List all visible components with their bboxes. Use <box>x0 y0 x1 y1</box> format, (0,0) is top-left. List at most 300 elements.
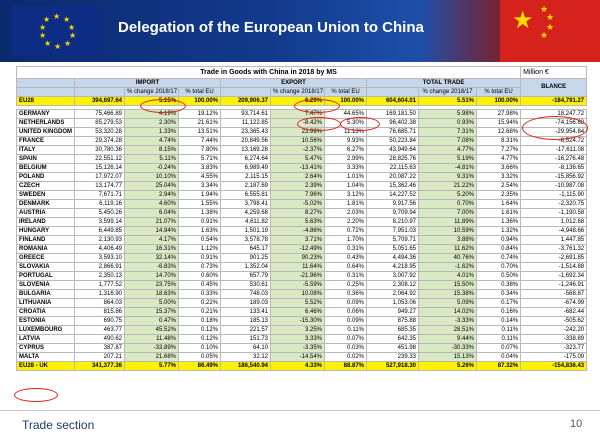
table-row <box>17 128 587 137</box>
cell-import-share: 0.91% <box>179 254 221 263</box>
cell-export: 93,714.61 <box>221 110 271 119</box>
cell-balance: -8,524.72 <box>521 137 587 146</box>
cell-total: 7,951.03 <box>367 227 419 236</box>
cell-export-share: 0.31% <box>325 245 367 254</box>
cell-total: 14,227.52 <box>367 191 419 200</box>
table-row <box>17 209 587 218</box>
cell-total-share: 0.50% <box>477 272 521 281</box>
annotation-oval-eu28-uk <box>14 388 58 402</box>
cell-total-change: 4.01% <box>419 272 477 281</box>
table-row <box>17 290 587 299</box>
cell-balance: -1,692.34 <box>521 272 587 281</box>
cell-import-change: 21.07% <box>125 218 179 227</box>
cell-balance: -4,948.66 <box>521 227 587 236</box>
subheader-change: % change 2018/17 <box>125 88 179 97</box>
cell-export-change: 7.47% <box>271 110 325 119</box>
cell-total: 4,218.95 <box>367 263 419 272</box>
cell-export-change: 5.63% <box>271 218 325 227</box>
cell-export: 3,798.41 <box>221 200 271 209</box>
cell-import: 7,671.71 <box>75 191 125 200</box>
corner-cell <box>17 79 75 88</box>
cell-total-share: 0.04% <box>477 353 521 362</box>
cell-balance: -15,856.92 <box>521 173 587 182</box>
cell-import-change: 14.70% <box>125 272 179 281</box>
cell-balance: -323.77 <box>521 344 587 353</box>
cell-name: SLOVAKIA <box>17 263 75 272</box>
table-row <box>17 335 587 344</box>
cell-balance: -74,156.68 <box>521 119 587 128</box>
cell-total-share: 0.84% <box>477 245 521 254</box>
cell-total-change: -1.62% <box>419 263 477 272</box>
table-row <box>17 191 587 200</box>
cell-import-share: 7.80% <box>179 146 221 155</box>
eu28-uk-total: 527,918.30 <box>367 362 419 371</box>
cell-balance: -1,115.90 <box>521 191 587 200</box>
cell-name: FRANCE <box>17 137 75 146</box>
cell-total: 96,402.38 <box>367 119 419 128</box>
cell-import: 22,551.12 <box>75 155 125 164</box>
cell-name: NETHERLANDS <box>17 119 75 128</box>
cell-import-change: 18.63% <box>125 290 179 299</box>
cell-export: 2,115.15 <box>221 173 271 182</box>
cell-export-change: 3.71% <box>271 236 325 245</box>
cell-total: 9,917.56 <box>367 200 419 209</box>
banner-title: Delegation of the European Union to China <box>118 19 424 36</box>
cell-export: 748.03 <box>221 290 271 299</box>
cell-import-share: 0.10% <box>179 344 221 353</box>
cell-export-share: 0.72% <box>325 227 367 236</box>
cell-name: CZECH <box>17 182 75 191</box>
cell-export: 530.61 <box>221 281 271 290</box>
cell-export-change: 5.52% <box>271 299 325 308</box>
cell-import-change: 1.33% <box>125 128 179 137</box>
eu28-uk-export-share: 88.87% <box>325 362 367 371</box>
cell-import-change: 16.31% <box>125 245 179 254</box>
cell-export-change: -4.86% <box>271 227 325 236</box>
cell-total: 5,051.65 <box>367 245 419 254</box>
table-row <box>17 326 587 335</box>
cell-export-share: 2.20% <box>325 218 367 227</box>
eu28-uk-total-share: 87.32% <box>477 362 521 371</box>
cell-balance: -2,320.75 <box>521 200 587 209</box>
cell-name: GREECE <box>17 254 75 263</box>
cell-total-share: 1.32% <box>477 227 521 236</box>
cell-export-change: -12.49% <box>271 245 325 254</box>
cell-name: SWEDEN <box>17 191 75 200</box>
cell-total: 169,181.50 <box>367 110 419 119</box>
cell-total-change: 3.88% <box>419 236 477 245</box>
cell-total: 3,007.92 <box>367 272 419 281</box>
cell-total-share: 0.34% <box>477 290 521 299</box>
cell-total-share: 0.94% <box>477 236 521 245</box>
cell-name: IRELAND <box>17 218 75 227</box>
cell-import: 864.03 <box>75 299 125 308</box>
cell-export-share: 0.09% <box>325 317 367 326</box>
eu28-uk-total-change: 5.26% <box>419 362 477 371</box>
cell-export-share: 0.09% <box>325 299 367 308</box>
cell-total-share: 0.38% <box>477 281 521 290</box>
cell-total-share: 0.11% <box>477 335 521 344</box>
cell-import: 690.75 <box>75 317 125 326</box>
cell-export-change: 7.96% <box>271 191 325 200</box>
cell-total-share: 0.07% <box>477 344 521 353</box>
cell-export-change: 10.56% <box>271 137 325 146</box>
eu28-uk-import-share: 86.49% <box>179 362 221 371</box>
cell-total-change: 15.50% <box>419 281 477 290</box>
cell-total-change: 5.19% <box>419 155 477 164</box>
cell-balance: -17,611.08 <box>521 146 587 155</box>
annotation-oval-export-change <box>294 99 340 113</box>
cell-total-change: -4.81% <box>419 164 477 173</box>
import-header: IMPORT <box>75 79 221 88</box>
cell-export-change: -14.54% <box>271 353 325 362</box>
cell-balance: -674.99 <box>521 299 587 308</box>
cell-export-share: 0.02% <box>325 353 367 362</box>
cell-total: 28,825.76 <box>367 155 419 164</box>
cell-import-change: -33.89% <box>125 344 179 353</box>
cell-total-change: 10.59% <box>419 227 477 236</box>
cell-import: 463.77 <box>75 326 125 335</box>
cell-import-share: 0.54% <box>179 236 221 245</box>
cell-import-change: 5.00% <box>125 299 179 308</box>
cell-import-change: 14.94% <box>125 227 179 236</box>
cell-total-change: 7.08% <box>419 137 477 146</box>
cell-import-share: 0.33% <box>179 290 221 299</box>
cell-total: 15,362.46 <box>367 182 419 191</box>
cell-export-change: 10.08% <box>271 290 325 299</box>
trade-table-container <box>16 66 586 371</box>
cell-balance: 1,012.68 <box>521 218 587 227</box>
cell-export: 133.41 <box>221 308 271 317</box>
cell-total-change: 4.77% <box>419 146 477 155</box>
cell-total-share: 8.31% <box>477 137 521 146</box>
cell-total-change: 15.13% <box>419 353 477 362</box>
cell-total-share: 15.94% <box>477 119 521 128</box>
cell-name: LITHUANIA <box>17 299 75 308</box>
subheader-value <box>75 88 125 97</box>
cell-import: 490.62 <box>75 335 125 344</box>
footer-divider <box>0 410 600 411</box>
cell-total-share: 4.77% <box>477 155 521 164</box>
cell-name: ROMANIA <box>17 245 75 254</box>
subheader-value <box>221 88 271 97</box>
cell-name: BELGIUM <box>17 164 75 173</box>
cell-import-change: 4.60% <box>125 200 179 209</box>
cell-export-share: 0.11% <box>325 326 367 335</box>
cell-import-share: 0.12% <box>179 335 221 344</box>
cell-import-share: 0.18% <box>179 317 221 326</box>
cell-total: 50,223.84 <box>367 137 419 146</box>
cell-total: 685.35 <box>367 326 419 335</box>
cell-import-change: 4.74% <box>125 137 179 146</box>
cell-import-share: 0.73% <box>179 263 221 272</box>
footer-section-label: Trade section <box>22 418 95 432</box>
cell-import-share: 1.63% <box>179 227 221 236</box>
cell-export-share: 6.27% <box>325 146 367 155</box>
cell-import-share: 0.22% <box>179 299 221 308</box>
cell-import: 75,466.89 <box>75 110 125 119</box>
cell-total-change: 5.20% <box>419 191 477 200</box>
cell-total-share: 1.61% <box>477 209 521 218</box>
cell-total: 1,053.06 <box>367 299 419 308</box>
cell-export-change: 3.25% <box>271 326 325 335</box>
subheader-share: % total EU <box>325 88 367 97</box>
cell-total: 20,087.22 <box>367 173 419 182</box>
table-row <box>17 353 587 362</box>
cell-import-change: 4.17% <box>125 236 179 245</box>
table-row <box>17 236 587 245</box>
subheader-value <box>367 88 419 97</box>
cell-total: 2,308.12 <box>367 281 419 290</box>
cell-export-share: 0.25% <box>325 281 367 290</box>
cell-export-share: 0.07% <box>325 335 367 344</box>
cell-export-change: -3.35% <box>271 344 325 353</box>
table-row <box>17 164 587 173</box>
cell-export-share: 5.30% <box>325 119 367 128</box>
cell-export: 221.57 <box>221 326 271 335</box>
table-row <box>17 254 587 263</box>
trade-table <box>16 66 587 371</box>
cell-balance: -1,514.88 <box>521 263 587 272</box>
cell-import-share: 1.55% <box>179 200 221 209</box>
table-row <box>17 137 587 146</box>
cell-export: 901.25 <box>221 254 271 263</box>
cell-import: 1,316.90 <box>75 290 125 299</box>
cell-export: 1,501.19 <box>221 227 271 236</box>
cell-balance: -338.89 <box>521 335 587 344</box>
annotation-oval-import-change <box>140 99 186 113</box>
cell-total: 4,494.36 <box>367 254 419 263</box>
annotation-oval-germany-export-share <box>340 117 380 131</box>
cell-export: 6,274.64 <box>221 155 271 164</box>
cell-export: 23,365.43 <box>221 128 271 137</box>
cell-total-share: 0.17% <box>477 299 521 308</box>
cell-import-change: 45.52% <box>125 326 179 335</box>
eu28-total: 604,604.01 <box>367 97 419 106</box>
eu28-uk-balance: -154,836.43 <box>521 362 587 371</box>
cell-total-share: 1.36% <box>477 218 521 227</box>
cell-export: 1,352.04 <box>221 263 271 272</box>
cell-export-share: 0.31% <box>325 272 367 281</box>
cell-total-change: 21.22% <box>419 182 477 191</box>
cell-export-change: -13.41% <box>271 164 325 173</box>
cell-balance: -175.09 <box>521 353 587 362</box>
eu28-name: EU28 <box>17 97 75 106</box>
cell-total-change: 0.93% <box>419 119 477 128</box>
cell-import-share: 0.05% <box>179 353 221 362</box>
table-row <box>17 200 587 209</box>
cell-export-share: 44.65% <box>325 110 367 119</box>
eu28-uk-import-change: 5.77% <box>125 362 179 371</box>
cell-name: HUNGARY <box>17 227 75 236</box>
cell-export: 6,989.49 <box>221 164 271 173</box>
cell-total-share: 0.16% <box>477 308 521 317</box>
cell-balance: -505.62 <box>521 317 587 326</box>
cell-total-change: 28.51% <box>419 326 477 335</box>
cell-balance: -29,954.84 <box>521 128 587 137</box>
cell-import-change: 4.19% <box>125 110 179 119</box>
cell-export-change: -5.02% <box>271 200 325 209</box>
cell-export: 13,169.28 <box>221 146 271 155</box>
cell-import: 387.87 <box>75 344 125 353</box>
corner-cell <box>17 88 75 97</box>
cell-import-share: 0.91% <box>179 218 221 227</box>
cell-total-share: 27.98% <box>477 110 521 119</box>
cell-total-share: 0.74% <box>477 254 521 263</box>
cell-export-share: 2.99% <box>325 155 367 164</box>
cell-import-change: 25.04% <box>125 182 179 191</box>
cell-export-share: 3.12% <box>325 191 367 200</box>
cell-import: 53,320.28 <box>75 128 125 137</box>
cell-total-share: 2.35% <box>477 191 521 200</box>
cell-import: 17,972.07 <box>75 173 125 182</box>
cell-export-share: 0.43% <box>325 254 367 263</box>
cell-export-change: 3.33% <box>271 335 325 344</box>
cell-balance: -2,691.85 <box>521 254 587 263</box>
cell-balance: 18,247.72 <box>521 110 587 119</box>
cell-name: PORTUGAL <box>17 272 75 281</box>
cell-total: 76,685.71 <box>367 128 419 137</box>
cell-import: 85,279.53 <box>75 119 125 128</box>
cell-name: POLAND <box>17 173 75 182</box>
cell-export-change: -8.42% <box>271 119 325 128</box>
eu28-total-share: 100.00% <box>477 97 521 106</box>
cell-import: 29,374.28 <box>75 137 125 146</box>
cell-import-change: 8.15% <box>125 146 179 155</box>
cell-import: 2,866.91 <box>75 263 125 272</box>
cell-total-change: 0.70% <box>419 200 477 209</box>
cell-import-share: 4.55% <box>179 173 221 182</box>
cell-import-share: 1.38% <box>179 209 221 218</box>
table-row <box>17 155 587 164</box>
eu28-import-change: 5.15% <box>125 97 179 106</box>
cell-import-share: 5.71% <box>179 155 221 164</box>
member-state-rows <box>17 110 587 362</box>
cell-import: 6,449.85 <box>75 227 125 236</box>
cell-import-change: 32.14% <box>125 254 179 263</box>
cell-name: LUXEMBOURG <box>17 326 75 335</box>
cell-total: 239.33 <box>367 353 419 362</box>
cell-export-change: 90.23% <box>271 254 325 263</box>
cell-import-change: 2.30% <box>125 119 179 128</box>
cell-total: 9,709.94 <box>367 209 419 218</box>
page-number: 10 <box>570 418 583 430</box>
annotation-oval-balance <box>522 116 588 140</box>
cell-import: 6,119.16 <box>75 200 125 209</box>
eu28-total-change: 5.51% <box>419 97 477 106</box>
cell-name: CROATIA <box>17 308 75 317</box>
cell-export-change: 2.39% <box>271 182 325 191</box>
eu28-export: 209,906.37 <box>221 97 271 106</box>
cell-name: DENMARK <box>17 200 75 209</box>
cell-export: 2,187.69 <box>221 182 271 191</box>
cell-import: 4,406.49 <box>75 245 125 254</box>
cell-total: 451.98 <box>367 344 419 353</box>
cell-total-share: 7.27% <box>477 146 521 155</box>
table-row <box>17 227 587 236</box>
cell-total-share: 0.14% <box>477 317 521 326</box>
table-row <box>17 272 587 281</box>
cell-total-change: -30.33% <box>419 344 477 353</box>
cell-import-change: 5.11% <box>125 155 179 164</box>
cell-balance: 1,447.85 <box>521 236 587 245</box>
cell-export: 4,259.68 <box>221 209 271 218</box>
cell-import-share: 1.94% <box>179 191 221 200</box>
cell-import: 3,599.14 <box>75 218 125 227</box>
cell-total: 875.88 <box>367 317 419 326</box>
cell-export-share: 1.04% <box>325 182 367 191</box>
cell-import-change: 15.37% <box>125 308 179 317</box>
eu-flag-icon: ★ ★ ★ ★ ★ ★ ★ ★ ★ ★ <box>12 6 100 56</box>
cell-name: ITALY <box>17 146 75 155</box>
cell-name: MALTA <box>17 353 75 362</box>
cell-export: 185.13 <box>221 317 271 326</box>
cell-name: CYPRUS <box>17 344 75 353</box>
cell-name: AUSTRIA <box>17 209 75 218</box>
subheader-change: % change 2018/17 <box>271 88 325 97</box>
cell-balance: -3,761.32 <box>521 245 587 254</box>
cell-export-change: 2.64% <box>271 173 325 182</box>
cell-import-share: 7.44% <box>179 137 221 146</box>
cell-name: ESTONIA <box>17 317 75 326</box>
cell-import-share: 21.61% <box>179 119 221 128</box>
cell-import: 815.86 <box>75 308 125 317</box>
export-header: EXPORT <box>221 79 367 88</box>
cell-export-change: -2.37% <box>271 146 325 155</box>
cell-import-change: 21.68% <box>125 353 179 362</box>
balance-header: BLANCE <box>521 79 587 97</box>
cell-balance: -16,276.48 <box>521 155 587 164</box>
cell-export: 11,122.85 <box>221 119 271 128</box>
table-row <box>17 263 587 272</box>
cell-export: 151.73 <box>221 335 271 344</box>
cell-balance: -1,246.91 <box>521 281 587 290</box>
cell-balance: -682.44 <box>521 308 587 317</box>
cell-import-change: 10.10% <box>125 173 179 182</box>
cell-total-change: 14.02% <box>419 308 477 317</box>
subheader-share: % total EU <box>477 88 521 97</box>
cell-total-share: 12.68% <box>477 128 521 137</box>
cell-import-share: 13.51% <box>179 128 221 137</box>
cell-balance: -1,190.58 <box>521 209 587 218</box>
cell-export: 3,578.78 <box>221 236 271 245</box>
cell-export: 189.03 <box>221 299 271 308</box>
cell-balance: -10,987.08 <box>521 182 587 191</box>
cell-export-change: 6.46% <box>271 308 325 317</box>
cell-total-change: 9.44% <box>419 335 477 344</box>
table-row <box>17 344 587 353</box>
cell-total-change: 9.31% <box>419 173 477 182</box>
cell-import-share: 0.60% <box>179 272 221 281</box>
cell-total: 2,064.92 <box>367 290 419 299</box>
cell-total-change: 11.89% <box>419 218 477 227</box>
cell-import: 1,777.52 <box>75 281 125 290</box>
cell-export-share: 0.36% <box>325 290 367 299</box>
cell-import-change: 11.48% <box>125 335 179 344</box>
cell-total-share: 1.64% <box>477 200 521 209</box>
cell-export-change: -21.96% <box>271 272 325 281</box>
cell-balance: -242.20 <box>521 326 587 335</box>
cell-import: 15,126.14 <box>75 164 125 173</box>
cell-total-change: 40.76% <box>419 254 477 263</box>
cell-import-change: -6.83% <box>125 263 179 272</box>
eu28-import-share: 100.00% <box>179 97 221 106</box>
total-trade-header: TOTAL TRADE <box>367 79 521 88</box>
cell-import-share: 0.45% <box>179 281 221 290</box>
cell-import: 2,350.13 <box>75 272 125 281</box>
table-row <box>17 317 587 326</box>
table-row <box>17 245 587 254</box>
